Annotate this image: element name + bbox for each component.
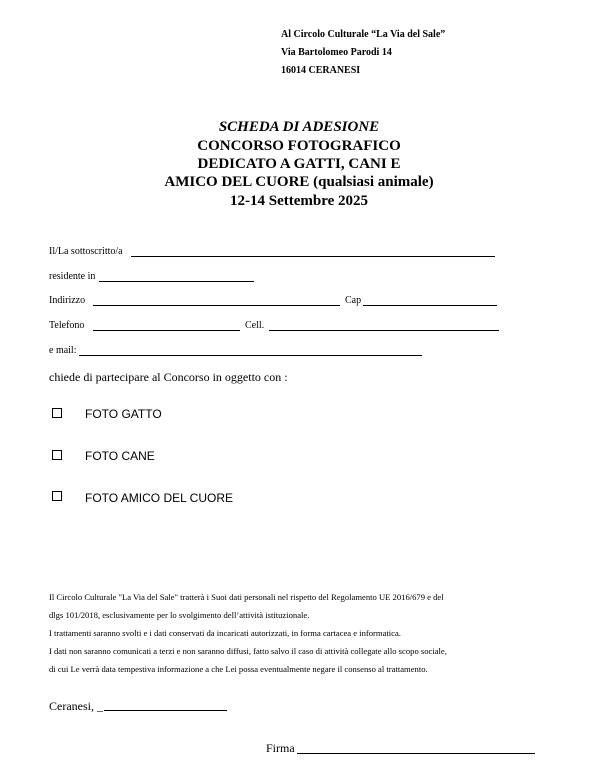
request-text: chiede di partecipare al Concorso in oggetto con : [49,370,288,384]
zip-label: Cap [345,295,362,306]
recipient-line-1: Al Circolo Culturale “La Via del Sale” [281,29,446,40]
place-label: Ceranesi, _ [49,699,103,713]
contest-subtitle-2: AMICO DEL CUORE (qualsiasi animale) [164,174,434,190]
checkbox-cat-photo[interactable] [52,408,62,418]
phone-label: Telefono [49,320,85,331]
residence-field[interactable] [99,281,254,282]
signature-label: Firma [266,741,295,755]
signatory-label: Il/La sottoscritto/a [49,246,123,257]
email-label: e mail: [49,345,77,356]
option-cat-photo-label: FOTO GATTO [85,407,162,421]
signatory-field[interactable] [131,256,495,257]
email-field[interactable] [79,355,422,356]
privacy-line-5: di cui Le verrà data tempestiva informazione a che Lei possa eventualmente negare il consenso al trattamento. [49,664,428,674]
contest-subtitle-1: DEDICATO A GATTI, CANI E [197,156,401,172]
date-field[interactable] [104,710,227,711]
recipient-line-3: 16014 CERANESI [281,65,361,76]
option-dog-photo-label: FOTO CANE [85,449,155,463]
mobile-label: Cell. [245,320,265,331]
address-label: Indirizzo [49,295,86,306]
checkbox-dog-photo[interactable] [52,450,62,460]
residence-label: residente in [49,271,96,282]
privacy-line-3: I trattamenti saranno svolti e i dati conservati da incaricati autorizzati, in forma cartacea e informatica. [49,628,401,638]
privacy-line-4: I dati non saranno comunicati a terzi e non saranno diffusi, fatto salvo il caso di attività collegate allo scopo sociale, [49,646,447,656]
recipient-line-2: Via Bartolomeo Parodi 14 [281,47,392,58]
form-title: SCHEDA DI ADESIONE [218,119,380,135]
option-heart-friend-photo-label: FOTO AMICO DEL CUORE [85,491,234,505]
privacy-line-2: dlgs 101/2018, esclusivamente per lo svolgimento dell’attività istituzionale. [49,610,310,620]
signature-field[interactable] [297,753,535,754]
address-field[interactable] [93,305,340,306]
contest-dates: 12-14 Settembre 2025 [229,193,369,209]
phone-field[interactable] [93,330,240,331]
zip-field[interactable] [363,305,497,306]
mobile-field[interactable] [269,330,499,331]
contest-title: CONCORSO FOTOGRAFICO [197,138,401,154]
checkbox-heart-friend-photo[interactable] [52,491,62,501]
privacy-line-1: Il Circolo Culturale "La Via del Sale" tratterà i Suoi dati personali nel rispetto del Regolamento UE 2016/679 e del [49,592,444,602]
